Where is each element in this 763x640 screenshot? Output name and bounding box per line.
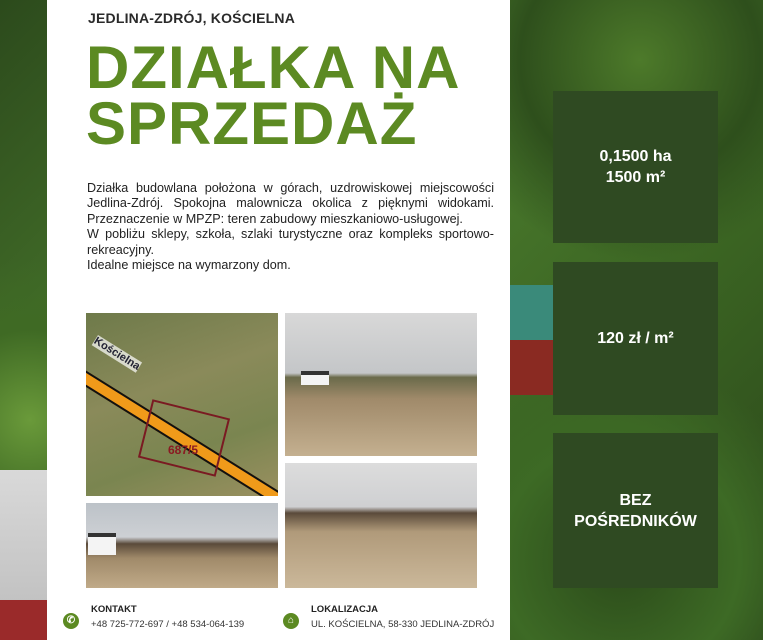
background-roof	[0, 470, 47, 620]
price: 120 zł / m²	[597, 330, 674, 347]
house	[301, 371, 329, 385]
parcel-map-image	[86, 313, 278, 496]
home-icon: ⌂	[283, 613, 299, 629]
description-paragraph: Idealne miejsce na wymarzony dom.	[87, 258, 291, 273]
description-paragraph: Działka budowlana położona w górach, uzdrowiskowej miejscowości Jedlina-Zdrój. Spokojna malownicza okolica z pięknymi widokami. Przeznaczenie w MPZP: teren zabudowy mieszkaniowo-usługowej.	[87, 181, 494, 226]
area-m2: 1500 m²	[605, 169, 666, 186]
area-box	[553, 91, 718, 243]
plot-photo	[285, 313, 477, 456]
phone-icon: ✆	[63, 613, 79, 629]
price-box	[553, 262, 718, 415]
contact-label: KONTAKT	[91, 604, 137, 615]
background-barn	[510, 285, 553, 395]
contact-phones[interactable]: +48 725-772-697 / +48 534-064-139	[91, 619, 245, 630]
parcel-outline	[138, 399, 230, 477]
title-line-1: DZIAŁKA NA	[86, 34, 461, 101]
parcel-number: 687/5	[168, 443, 199, 457]
street-label: Kościelna	[91, 335, 143, 373]
plot-photo	[285, 463, 477, 588]
location-label: LOKALIZACJA	[311, 604, 379, 615]
title-line-2: SPRZEDAŻ	[86, 90, 418, 157]
plot-photo	[86, 503, 278, 588]
no-agents-box	[553, 433, 718, 588]
no-agents-line1: BEZ	[619, 491, 652, 509]
location-header: JEDLINA-ZDRÓJ, KOŚCIELNA	[88, 10, 296, 26]
description	[87, 181, 494, 273]
no-agents-line2: POŚREDNIKÓW	[574, 512, 697, 530]
description-paragraph: W pobliżu sklepy, szkoła, szlaki turystyczne oraz kompleks sportowo-rekreacyjny.	[87, 227, 494, 257]
page-title	[86, 34, 461, 157]
area-ha: 0,1500 ha	[599, 148, 672, 165]
location-address: UL. KOŚCIELNA, 58-330 JEDLINA-ZDRÓJ	[311, 619, 495, 630]
house	[88, 533, 116, 555]
background-roof-red	[0, 600, 47, 640]
